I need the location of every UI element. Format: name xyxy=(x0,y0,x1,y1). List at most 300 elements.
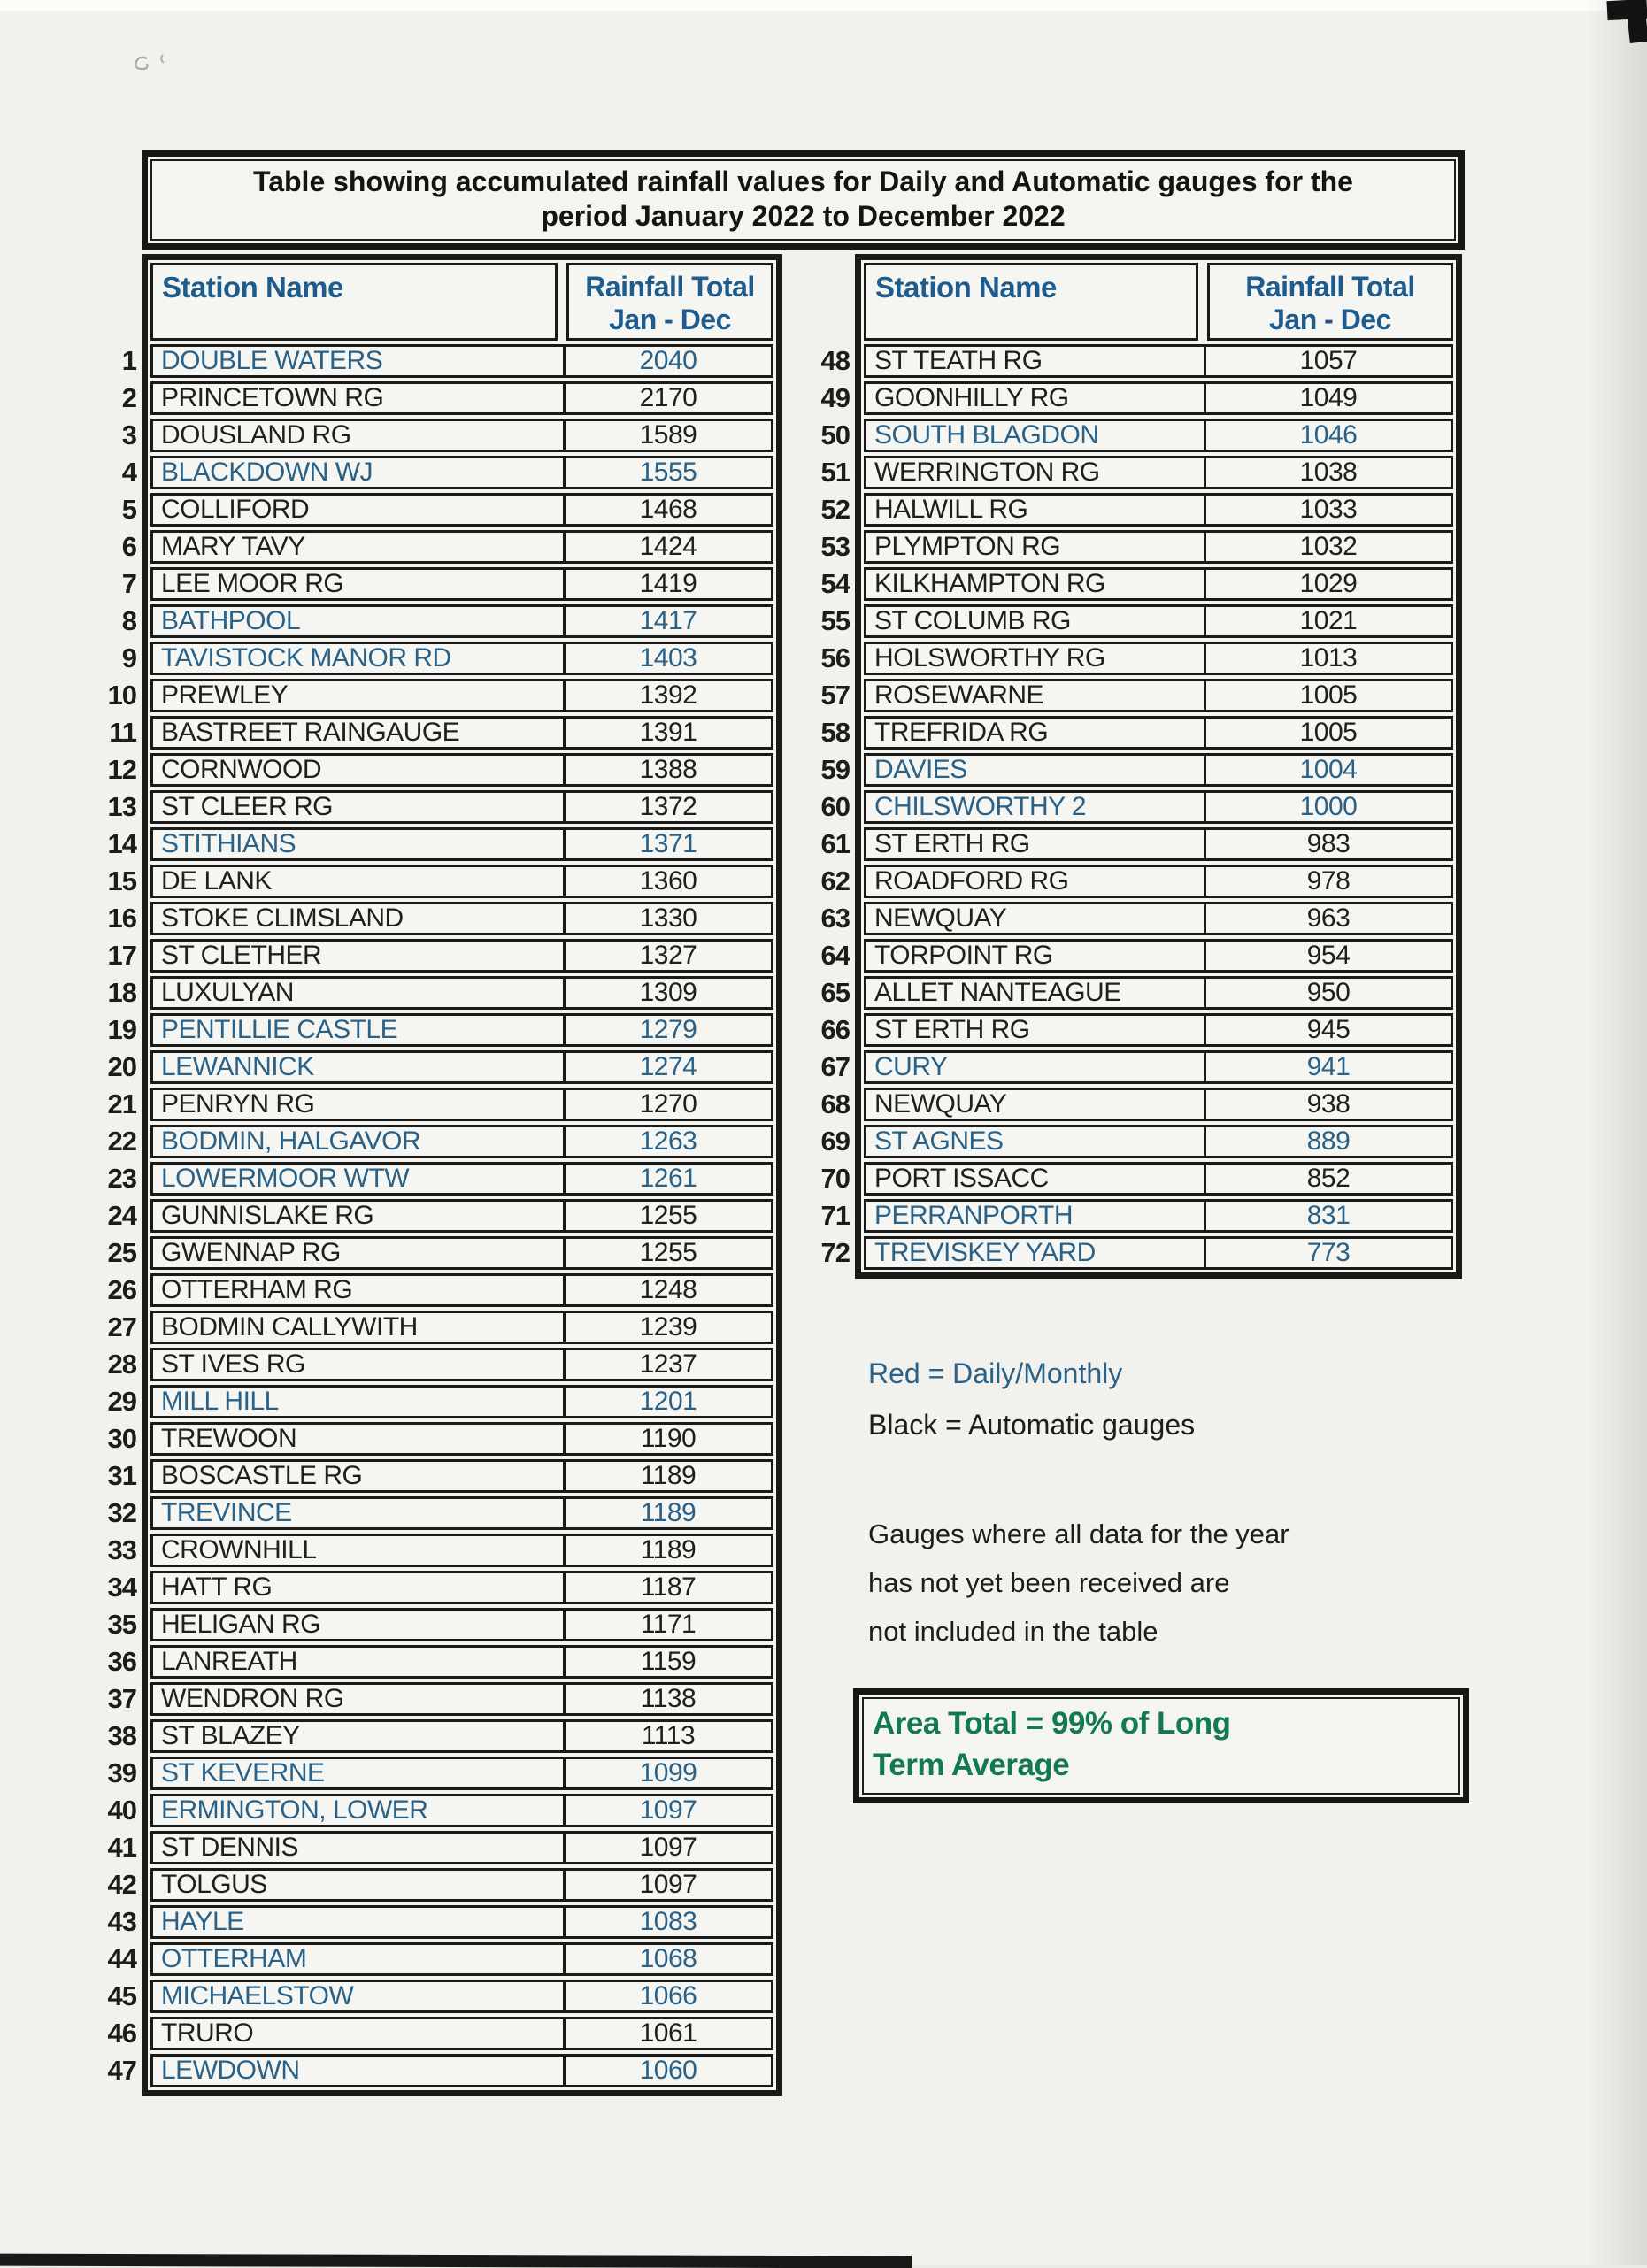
station-name-cell: MARY TAVY xyxy=(161,533,305,561)
rainfall-value-cell: 1263 xyxy=(563,1127,771,1156)
rainfall-value-cell: 1021 xyxy=(1204,607,1451,635)
rainfall-total-header-line2: Jan - Dec xyxy=(1269,304,1391,335)
rainfall-value-cell: 1330 xyxy=(563,904,771,933)
rainfall-value-cell: 1201 xyxy=(563,1388,771,1416)
row-number: 61 xyxy=(820,828,850,859)
rainfall-value-cell: 889 xyxy=(1204,1127,1451,1156)
area-total-line2: Term Average xyxy=(873,1748,1070,1782)
rainfall-value-cell: 1013 xyxy=(1204,644,1451,673)
rainfall-value-cell: 2170 xyxy=(563,384,771,412)
scanner-edge-strip xyxy=(0,2254,912,2268)
row-number: 31 xyxy=(107,1460,136,1491)
rainfall-value-cell: 1261 xyxy=(563,1165,771,1193)
station-name-cell: PRINCETOWN RG xyxy=(161,384,384,412)
rainfall-value-cell: 773 xyxy=(1204,1239,1451,1267)
row-number: 32 xyxy=(107,1497,136,1528)
rainfall-value-cell: 831 xyxy=(1204,1202,1451,1230)
station-name-cell: MILL HILL xyxy=(161,1388,279,1416)
rainfall-value-cell: 1372 xyxy=(563,793,771,821)
table-row xyxy=(864,1125,1453,1158)
row-number: 52 xyxy=(820,494,850,525)
row-number: 20 xyxy=(107,1051,136,1082)
rainfall-value-cell: 1033 xyxy=(1204,496,1451,524)
station-name-cell: ST COLUMB RG xyxy=(874,607,1071,635)
row-number: 34 xyxy=(107,1572,136,1603)
table-row xyxy=(150,456,773,489)
rainfall-value-cell: 1029 xyxy=(1204,570,1451,598)
station-name-cell: ST KEVERNE xyxy=(161,1759,325,1787)
rainfall-value-cell: 1279 xyxy=(563,1016,771,1044)
rainfall-value-cell: 1060 xyxy=(563,2057,771,2085)
note-line2: has not yet been received are xyxy=(868,1567,1230,1598)
station-name-cell: BODMIN CALLYWITH xyxy=(161,1313,418,1342)
rainfall-value-cell: 950 xyxy=(1204,979,1451,1007)
row-number: 56 xyxy=(820,642,850,673)
table-row xyxy=(864,1013,1453,1047)
row-number: 28 xyxy=(107,1349,136,1380)
table-row xyxy=(150,419,773,452)
station-name-cell: GOONHILLY RG xyxy=(874,384,1069,412)
page-title-line1: Table showing accumulated rainfall values for Daily and Automatic gauges for the xyxy=(253,165,1353,197)
row-number: 62 xyxy=(820,865,850,896)
rainfall-value-cell: 1097 xyxy=(563,1871,771,1899)
table-row xyxy=(150,1088,773,1121)
table-row xyxy=(864,939,1453,973)
table-row xyxy=(150,1273,773,1307)
table-row xyxy=(150,642,773,675)
row-number: 47 xyxy=(107,2055,136,2086)
page-edge-shadow xyxy=(1585,0,1647,2265)
table-header-row xyxy=(150,263,773,341)
row-number: 4 xyxy=(121,457,136,488)
row-number: 29 xyxy=(107,1386,136,1417)
table-row xyxy=(150,1013,773,1047)
row-number: 59 xyxy=(820,754,850,785)
station-name-cell: ST ERTH RG xyxy=(874,1016,1030,1044)
rainfall-value-cell: 1049 xyxy=(1204,384,1451,412)
rainfall-value-cell: 852 xyxy=(1204,1165,1451,1193)
rainfall-value-cell: 1239 xyxy=(563,1313,771,1342)
table-row xyxy=(150,2054,773,2087)
rainfall-value-cell: 1004 xyxy=(1204,756,1451,784)
station-name-cell: LEWANNICK xyxy=(161,1053,314,1081)
station-name-cell: DOUSLAND RG xyxy=(161,421,351,450)
area-total-line1: Area Total = 99% of Long xyxy=(873,1706,1231,1741)
table-row xyxy=(150,716,773,750)
rainfall-value-cell: 1248 xyxy=(563,1276,771,1304)
row-number: 12 xyxy=(107,754,136,785)
row-number: 36 xyxy=(107,1646,136,1677)
rainfall-value-cell: 1057 xyxy=(1204,347,1451,375)
row-number: 72 xyxy=(820,1237,850,1268)
station-name-cell: WENDRON RG xyxy=(161,1685,344,1713)
row-number: 16 xyxy=(107,903,136,934)
table-row xyxy=(864,827,1453,861)
rainfall-value-cell: 1083 xyxy=(563,1908,771,1936)
table-row xyxy=(864,1050,1453,1084)
rainfall-table-left xyxy=(90,254,782,2096)
rainfall-value-cell: 1046 xyxy=(1204,421,1451,450)
table-row xyxy=(864,381,1453,415)
station-name-cell: HATT RG xyxy=(161,1573,273,1602)
rainfall-value-cell: 1274 xyxy=(563,1053,771,1081)
station-name-cell: PERRANPORTH xyxy=(874,1202,1073,1230)
rainfall-total-header-line1: Rainfall Total xyxy=(585,271,755,303)
rainfall-value-cell: 1038 xyxy=(1204,458,1451,487)
rainfall-value-cell: 1424 xyxy=(563,533,771,561)
station-name-cell: NEWQUAY xyxy=(874,904,1007,933)
rainfall-value-cell: 1360 xyxy=(563,867,771,896)
rainfall-value-cell: 1066 xyxy=(563,1982,771,2010)
table-row xyxy=(150,567,773,601)
station-name-cell: TREVINCE xyxy=(161,1499,292,1527)
rainfall-table-right xyxy=(804,254,1462,1279)
legend-daily-monthly: Red = Daily/Monthly xyxy=(868,1357,1123,1389)
table-row xyxy=(150,1422,773,1456)
rainfall-value-cell: 1189 xyxy=(563,1499,771,1527)
station-name-cell: ST CLETHER xyxy=(161,942,322,970)
row-number: 45 xyxy=(107,1980,136,2011)
station-name-cell: BODMIN, HALGAVOR xyxy=(161,1127,421,1156)
missing-data-note xyxy=(868,1510,1289,1656)
row-number: 66 xyxy=(820,1014,850,1045)
row-number: 39 xyxy=(107,1757,136,1788)
row-number: 27 xyxy=(107,1311,136,1342)
table-row xyxy=(150,1794,773,1827)
table-row xyxy=(150,1459,773,1493)
station-name-cell: ST TEATH RG xyxy=(874,347,1043,375)
row-number: 57 xyxy=(820,680,850,711)
rainfall-value-cell: 963 xyxy=(1204,904,1451,933)
station-name-cell: CORNWOOD xyxy=(161,756,321,784)
station-name-cell: TRURO xyxy=(161,2019,254,2048)
rainfall-value-cell: 1391 xyxy=(563,719,771,747)
title-box xyxy=(142,150,1465,250)
rainfall-value-cell: 1138 xyxy=(563,1685,771,1713)
station-name-cell: LANREATH xyxy=(161,1648,297,1676)
station-name-cell: CROWNHILL xyxy=(161,1536,317,1565)
row-number: 25 xyxy=(107,1237,136,1268)
table-row xyxy=(150,1682,773,1716)
row-number: 58 xyxy=(820,717,850,748)
table-row xyxy=(150,1868,773,1902)
table-row xyxy=(150,1125,773,1158)
rainfall-value-cell: 1309 xyxy=(563,979,771,1007)
table-row xyxy=(864,419,1453,452)
table-header-row xyxy=(864,263,1453,341)
rainfall-value-cell: 938 xyxy=(1204,1090,1451,1119)
rainfall-value-cell: 1032 xyxy=(1204,533,1451,561)
row-number: 67 xyxy=(820,1051,850,1082)
rainfall-value-cell: 1270 xyxy=(563,1090,771,1119)
station-name-cell: ST IVES RG xyxy=(161,1350,305,1379)
station-name-cell: ST AGNES xyxy=(874,1127,1004,1156)
table-row xyxy=(150,679,773,712)
table-row xyxy=(150,790,773,824)
row-number: 33 xyxy=(107,1534,136,1565)
table-row xyxy=(150,976,773,1010)
station-name-cell: ST ERTH RG xyxy=(874,830,1030,858)
row-number: 40 xyxy=(107,1795,136,1826)
station-name-cell: TOLGUS xyxy=(161,1871,267,1899)
rainfall-value-cell: 954 xyxy=(1204,942,1451,970)
row-number: 9 xyxy=(121,642,136,673)
row-number: 15 xyxy=(107,865,136,896)
station-name-cell: OTTERHAM RG xyxy=(161,1276,353,1304)
column-header-rainfall-total xyxy=(566,263,773,341)
station-name-cell: DE LANK xyxy=(161,867,272,896)
row-number: 43 xyxy=(107,1906,136,1937)
table-row xyxy=(150,1905,773,1939)
station-name-cell: BLACKDOWN WJ xyxy=(161,458,373,487)
row-number: 7 xyxy=(121,568,136,599)
row-number: 55 xyxy=(820,605,850,636)
rainfall-value-cell: 1068 xyxy=(563,1945,771,1973)
station-name-cell: HAYLE xyxy=(161,1908,244,1936)
row-number: 21 xyxy=(107,1088,136,1119)
station-name-cell: BOSCASTLE RG xyxy=(161,1462,363,1490)
table-row xyxy=(150,1980,773,2013)
table-row xyxy=(150,1311,773,1344)
row-number: 48 xyxy=(820,345,850,376)
table-row xyxy=(150,865,773,898)
station-name-cell: TREFRIDA RG xyxy=(874,719,1049,747)
rainfall-value-cell: 1589 xyxy=(563,421,771,450)
rainfall-value-cell: 1099 xyxy=(563,1759,771,1787)
station-name-cell: OTTERHAM xyxy=(161,1945,307,1973)
station-name-cell: KILKHAMPTON RG xyxy=(874,570,1105,598)
row-number: 30 xyxy=(107,1423,136,1454)
rainfall-value-cell: 1468 xyxy=(563,496,771,524)
table-row xyxy=(150,939,773,973)
row-number: 68 xyxy=(820,1088,850,1119)
station-name-cell: BASTREET RAINGAUGE xyxy=(161,719,460,747)
row-number: 69 xyxy=(820,1126,850,1157)
table-row xyxy=(150,1757,773,1790)
table-row xyxy=(150,1942,773,1976)
station-name-cell: PLYMPTON RG xyxy=(874,533,1061,561)
row-number: 22 xyxy=(107,1126,136,1157)
table-row xyxy=(150,902,773,935)
row-number: 35 xyxy=(107,1609,136,1640)
table-row xyxy=(864,902,1453,935)
table-row xyxy=(864,1236,1453,1270)
table-row xyxy=(150,1719,773,1753)
station-name-cell: ST DENNIS xyxy=(161,1834,298,1862)
row-number: 42 xyxy=(107,1869,136,1900)
row-number: 8 xyxy=(121,605,136,636)
row-number: 5 xyxy=(121,494,136,525)
rainfall-value-cell: 1187 xyxy=(563,1573,771,1602)
station-name-cell: MICHAELSTOW xyxy=(161,1982,354,2010)
table-row xyxy=(864,679,1453,712)
rainfall-value-cell: 1417 xyxy=(563,607,771,635)
table-row xyxy=(150,1348,773,1381)
table-row xyxy=(150,1534,773,1567)
table-row xyxy=(150,1199,773,1233)
table-row xyxy=(864,790,1453,824)
row-number: 71 xyxy=(820,1200,850,1231)
station-name-cell: GWENNAP RG xyxy=(161,1239,341,1267)
rainfall-value-cell: 1419 xyxy=(563,570,771,598)
rainfall-value-cell: 1403 xyxy=(563,644,771,673)
row-number: 3 xyxy=(121,419,136,450)
station-name-cell: PORT ISSACC xyxy=(874,1165,1049,1193)
row-number: 24 xyxy=(107,1200,136,1231)
rainfall-value-cell: 1255 xyxy=(563,1239,771,1267)
rainfall-value-cell: 983 xyxy=(1204,830,1451,858)
rainfall-value-cell: 1327 xyxy=(563,942,771,970)
row-number: 1 xyxy=(121,345,136,376)
area-total-text xyxy=(862,1697,1460,1795)
row-number: 60 xyxy=(820,791,850,822)
table-row xyxy=(150,1571,773,1604)
rainfall-value-cell: 1190 xyxy=(563,1425,771,1453)
table-row xyxy=(150,827,773,861)
station-name-cell: DOUBLE WATERS xyxy=(161,347,383,375)
row-number: 46 xyxy=(107,2018,136,2049)
table-row xyxy=(150,1831,773,1864)
rainfall-value-cell: 1255 xyxy=(563,1202,771,1230)
row-number: 14 xyxy=(107,828,136,859)
rainfall-total-header-line1: Rainfall Total xyxy=(1245,271,1415,303)
table-row xyxy=(864,1088,1453,1121)
row-number: 17 xyxy=(107,940,136,971)
station-name-cell: HALWILL RG xyxy=(874,496,1028,524)
station-name-cell: PREWLEY xyxy=(161,681,289,710)
station-name-cell: TAVISTOCK MANOR RD xyxy=(161,644,451,673)
page-title xyxy=(150,159,1456,241)
row-number: 13 xyxy=(107,791,136,822)
table-row xyxy=(150,344,773,378)
table-row xyxy=(150,1385,773,1418)
station-name-cell: ST CLEER RG xyxy=(161,793,333,821)
table-row xyxy=(864,1162,1453,1196)
rainfall-value-cell: 1097 xyxy=(563,1834,771,1862)
table-row xyxy=(864,642,1453,675)
rainfall-value-cell: 1392 xyxy=(563,681,771,710)
table-row xyxy=(150,604,773,638)
note-line1: Gauges where all data for the year xyxy=(868,1518,1289,1549)
rainfall-value-cell: 1005 xyxy=(1204,719,1451,747)
table-row xyxy=(864,716,1453,750)
rainfall-total-header-line2: Jan - Dec xyxy=(609,304,731,335)
row-number: 63 xyxy=(820,903,850,934)
table-row xyxy=(150,1050,773,1084)
gauge-type-legend xyxy=(868,1357,1195,1442)
station-name-cell: STOKE CLIMSLAND xyxy=(161,904,404,933)
rainfall-value-cell: 1388 xyxy=(563,756,771,784)
row-number: 11 xyxy=(109,717,136,748)
station-name-cell: TORPOINT RG xyxy=(874,942,1053,970)
row-number: 51 xyxy=(820,457,850,488)
table-row xyxy=(864,1199,1453,1233)
table-row xyxy=(150,753,773,787)
rainfall-value-cell: 1097 xyxy=(563,1796,771,1825)
rainfall-value-cell: 2040 xyxy=(563,347,771,375)
rainfall-value-cell: 1371 xyxy=(563,830,771,858)
station-name-cell: NEWQUAY xyxy=(874,1090,1007,1119)
station-name-cell: ALLET NANTEAGUE xyxy=(874,979,1121,1007)
station-name-cell: PENRYN RG xyxy=(161,1090,315,1119)
note-line3: not included in the table xyxy=(868,1616,1158,1647)
row-number: 65 xyxy=(820,977,850,1008)
table-row xyxy=(864,753,1453,787)
station-name-cell: WERRINGTON RG xyxy=(874,458,1100,487)
row-number: 53 xyxy=(820,531,850,562)
row-number: 70 xyxy=(820,1163,850,1194)
table-row xyxy=(150,2017,773,2050)
row-number: 64 xyxy=(820,940,850,971)
station-name-cell: LEE MOOR RG xyxy=(161,570,344,598)
table-row xyxy=(150,493,773,527)
table-row xyxy=(150,1162,773,1196)
rainfall-table xyxy=(855,254,1462,1279)
pencil-mark xyxy=(122,46,184,90)
column-header-station-name: Station Name xyxy=(864,263,1198,341)
page-title-line2: period January 2022 to December 2022 xyxy=(541,200,1066,232)
station-name-cell: SOUTH BLAGDON xyxy=(874,421,1099,450)
station-name-cell: CURY xyxy=(874,1053,948,1081)
station-name-cell: COLLIFORD xyxy=(161,496,310,524)
scanner-edge-strip xyxy=(0,0,1647,11)
rainfall-value-cell: 1189 xyxy=(563,1536,771,1565)
table-row xyxy=(864,604,1453,638)
station-name-cell: ROADFORD RG xyxy=(874,867,1069,896)
row-number: 6 xyxy=(121,531,136,562)
station-name-cell: PENTILLIE CASTLE xyxy=(161,1016,398,1044)
row-number: 38 xyxy=(107,1720,136,1751)
table-row xyxy=(864,567,1453,601)
row-number: 54 xyxy=(820,568,850,599)
table-row xyxy=(150,1645,773,1679)
station-name-cell: ERMINGTON, LOWER xyxy=(161,1796,428,1825)
row-number: 50 xyxy=(820,419,850,450)
legend-automatic: Black = Automatic gauges xyxy=(868,1409,1196,1441)
table-row xyxy=(864,530,1453,564)
table-row xyxy=(150,1496,773,1530)
table-row xyxy=(150,530,773,564)
rainfall-value-cell: 1005 xyxy=(1204,681,1451,710)
row-number: 37 xyxy=(107,1683,136,1714)
station-name-cell: LEWDOWN xyxy=(161,2057,300,2085)
area-total-box xyxy=(853,1688,1469,1803)
rainfall-value-cell: 1159 xyxy=(563,1648,771,1676)
station-name-cell: STITHIANS xyxy=(161,830,296,858)
station-name-cell: TREWOON xyxy=(161,1425,297,1453)
table-row xyxy=(864,493,1453,527)
station-name-cell: ROSEWARNE xyxy=(874,681,1044,710)
row-number: 41 xyxy=(107,1832,136,1863)
station-name-cell: HELIGAN RG xyxy=(161,1611,321,1639)
rainfall-value-cell: 1000 xyxy=(1204,793,1451,821)
rainfall-value-cell: 978 xyxy=(1204,867,1451,896)
rainfall-table xyxy=(142,254,782,2096)
row-number: 18 xyxy=(107,977,136,1008)
column-header-rainfall-total xyxy=(1207,263,1453,341)
table-row xyxy=(150,381,773,415)
row-number: 26 xyxy=(107,1274,136,1305)
row-number: 23 xyxy=(107,1163,136,1194)
rainfall-value-cell: 1171 xyxy=(563,1611,771,1639)
row-number-column xyxy=(90,344,142,2091)
row-number: 10 xyxy=(107,680,136,711)
station-name-cell: DAVIES xyxy=(874,756,967,784)
rainfall-value-cell: 1189 xyxy=(563,1462,771,1490)
row-number: 49 xyxy=(820,382,850,413)
table-row xyxy=(864,976,1453,1010)
station-name-cell: BATHPOOL xyxy=(161,607,301,635)
